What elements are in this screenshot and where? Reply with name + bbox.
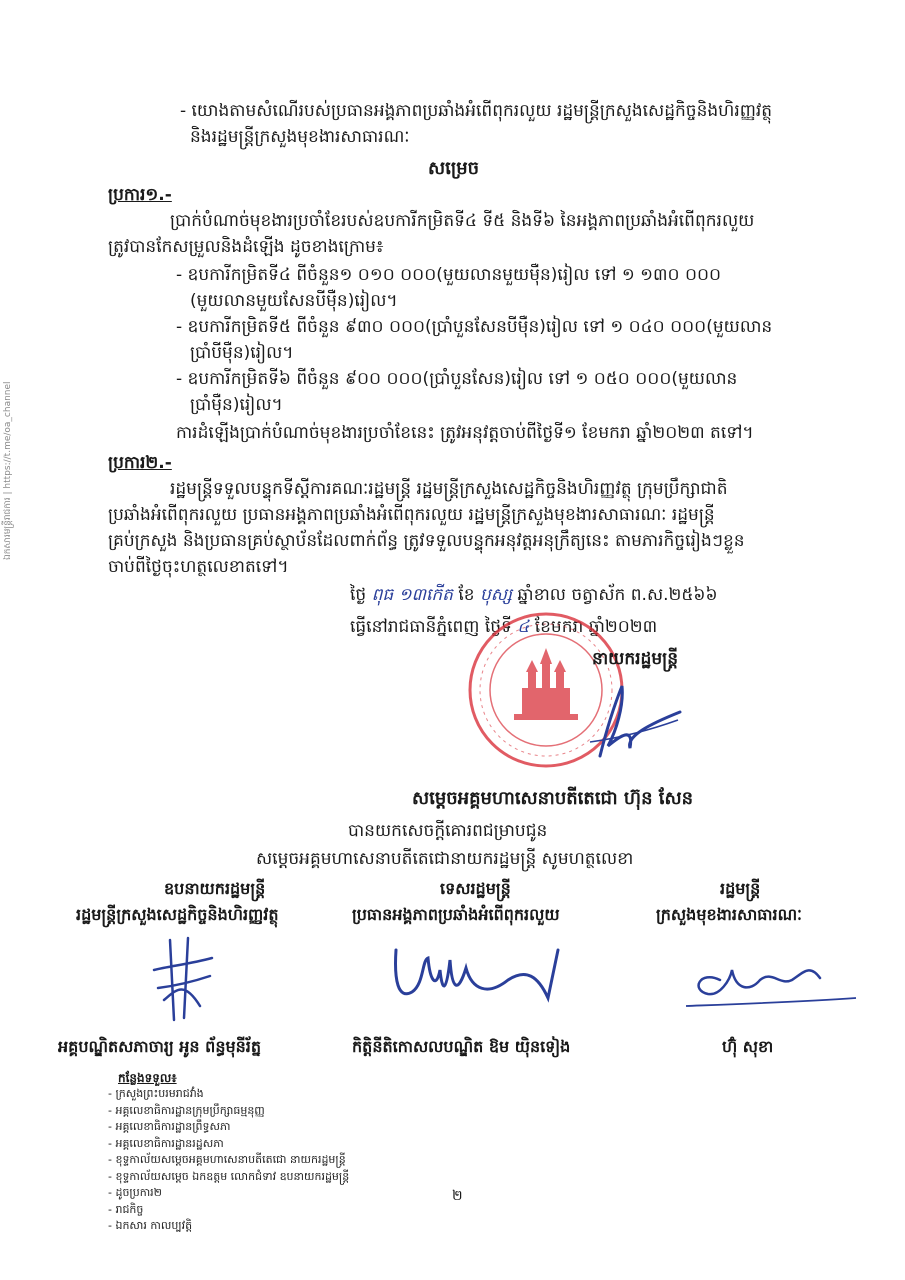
article-1-item-2-line-1: - ឧបការីកម្រិតទី៥ ពីចំនួន ៩៣០ ០០០(ប្រាំបួនសែនបីម៉ឺន)រៀល ទៅ ១ ០៤០ ០០០(មួយលាន [176,317,773,337]
article-1-intro-line-1: ប្រាក់បំណាច់មុខងារប្រចាំខែរបស់ឧបការីកម្រិតទី៤ ទី៥ និងទី៦ នៃអង្គភាពប្រឆាំងអំពើពុករលួយ [170,211,755,231]
article-1-item-1-line-2: (មួយលានមួយសែនបីម៉ឺន)រៀល។ [190,291,398,311]
countersigner-2-signature [388,940,578,1010]
cc-item: - អគ្គលេខាធិការដ្ឋានក្រុមប្រឹក្សាធម្មនុញ្ញ [108,1103,265,1117]
article-2-line-1: រដ្ឋមន្ត្រីទទួលបន្ទុកទីស្តីការគណៈរដ្ឋមន្ត្រី រដ្ឋមន្ត្រីក្រសួងសេដ្ឋកិច្ចនិងហិរញ្ញវត្ថុ ក្រុមប្រឹក្សាជាតិ [170,479,728,499]
countersigner-1-name: អគ្គបណ្ឌិតសភាចារ្យ អូន ព័ន្ធមុនីរ័ត្ន [58,1037,262,1056]
prime-minister-signature [560,676,690,766]
signatory-name: សម្តេចអគ្គមហាសេនាបតីតេជោ ហ៊ុន សែន [412,788,694,809]
preamble-line-1: - យោងតាមសំណើរបស់ប្រធានអង្គភាពប្រឆាំងអំពើពុករលួយ រដ្ឋមន្ត្រីក្រសួងសេដ្ឋកិច្ចនិងហិរញ្ញវត្ថុ [180,101,773,121]
side-watermark-note: ឯកសារមន្ត្រីរាជការ | https://t.me/oa_channel [3,381,13,560]
cc-item: - អគ្គលេខាធិការដ្ឋានរដ្ឋសភា [108,1136,224,1150]
countersigner-3-title-2: ក្រសួងមុខងារសាធារណៈ [656,905,802,924]
countersigner-3-name: ហ៊ុំ សុខា [722,1037,774,1056]
place-label: ធ្វើនៅរាជធានីភ្នំពេញ ថ្ងៃទី [350,617,512,637]
cc-item: - ក្រសួងព្រះបរមរាជវាំង [108,1087,204,1100]
page-number: ២ [452,1188,463,1204]
preamble-line-2: និងរដ្ឋមន្ត្រីក្រសួងមុខងារសាធារណៈ [190,127,410,147]
lunar-year-label: ឆ្នាំខាល [517,585,566,605]
month-label: ខែមករា [534,617,584,637]
countersigner-2-title-2: ប្រធានអង្គភាពប្រឆាំងអំពើពុករលួយ [352,905,560,924]
countersigner-1-signature [140,930,220,1030]
decision-title: សម្រេច [428,158,480,179]
cc-title: កន្លែងទទួល៖ [118,1071,177,1085]
lunar-date-line [350,582,718,608]
submission-line-1: បានយកសេចក្តីគោរពជម្រាបជូន [348,821,548,841]
cc-item: - អគ្គលេខាធិការដ្ឋានព្រឹទ្ធសភា [108,1120,231,1133]
cc-item: - ឯកសារ កាលប្បវត្តិ [108,1219,193,1232]
lunar-era: ចត្វាស័ក ព.ស.២៥៦៦ [571,585,718,605]
article-1-item-3-line-1: - ឧបការីកម្រិតទី៦ ពីចំនួន ៩០០ ០០០(ប្រាំបួនសែន)រៀល ទៅ ១ ០៥០ ០០០(មួយលាន [176,369,738,389]
countersigner-2-name: កិត្តិនីតិកោសលបណ្ឌិត ឱម យ៉ិនទៀង [352,1037,571,1056]
article-2-line-4: ចាប់ពីថ្ងៃចុះហត្ថលេខាតទៅ។ [108,557,289,577]
countersigner-1-title-1: ឧបនាយករដ្ឋមន្ត្រី [164,879,266,898]
article-2-title: ប្រការ២.- [108,453,172,473]
article-1-item-1-line-1: - ឧបការីកម្រិតទី៤ ពីចំនួន១ ០១០ ០០០(មួយលានមួយម៉ឺន)រៀល ទៅ ១ ១៣០ ០០០ [176,265,722,285]
article-1-intro-line-2: ត្រូវបានកែសម្រួលនិងដំឡើង ដូចខាងក្រោម៖ [108,237,384,257]
lunar-day: ពុធ [371,585,394,605]
cc-item: - ខុទ្ទកាល័យសម្តេចអគ្គមហាសេនាបតីតេជោ នាយករដ្ឋមន្ត្រី [108,1153,346,1166]
article-2-line-3: គ្រប់ក្រសួង និងប្រធានគ្រប់ស្ថាប័នដែលពាក់ព័ន្ធ ត្រូវទទួលបន្ទុកអនុវត្តអនុក្រឹត្យនេះ តាមភារកិច្ចរៀងៗខ្លួន [108,531,745,551]
lunar-month: បុស្ស [479,585,513,605]
cc-item: - រាជកិច្ច [108,1202,144,1216]
countersigner-1-title-2: រដ្ឋមន្ត្រីក្រសួងសេដ្ឋកិច្ចនិងហិរញ្ញវត្ថុ [76,905,279,924]
article-2-line-2: ប្រឆាំងអំពើពុករលួយ ប្រធានអង្គភាពប្រឆាំងអំពើពុករលួយ រដ្ឋមន្ត្រីក្រសួងមុខងារសាធារណៈ រដ្ឋមន្ត្រី [108,505,715,525]
article-1-closing: ការដំឡើងប្រាក់បំណាច់មុខងារប្រចាំខែនេះ ត្រូវអនុវត្តចាប់ពីថ្ងៃទី១ ខែមករា ឆ្នាំ២០២៣ តទៅ។ [176,423,754,443]
lunar-date: ១៣កើត [398,585,453,605]
countersigner-2-title-1: ទេសរដ្ឋមន្ត្រី [440,879,511,898]
article-1-title: ប្រការ១.- [108,185,172,205]
lunar-day-label: ថ្ងៃ [350,585,367,605]
cc-item: - ខុទ្ទកាល័យសម្តេច ឯកឧត្តម លោកជំទាវ ឧបនាយករដ្ឋមន្ត្រី [108,1169,350,1183]
lunar-month-label: ខែ [458,585,475,605]
countersigner-3-title-1: រដ្ឋមន្ត្រី [720,879,761,898]
cc-item: - ដូចប្រការ២ [108,1186,162,1199]
countersigner-3-signature [680,950,860,1020]
article-1-item-2-line-2: ប្រាំបីម៉ឺន)រៀល។ [190,343,294,363]
cc-list [108,1086,349,1235]
article-1-item-3-line-2: ប្រាំម៉ឺន)រៀល។ [190,395,283,415]
year-label: ឆ្នាំ២០២៣ [588,617,658,637]
signatory-title: នាយករដ្ឋមន្ត្រី [592,649,678,669]
submission-line-2: សម្តេចអគ្គមហាសេនាបតីតេជោនាយករដ្ឋមន្ត្រី សូមហត្ថលេខា [256,849,634,869]
place-day: ៤ [517,617,530,637]
